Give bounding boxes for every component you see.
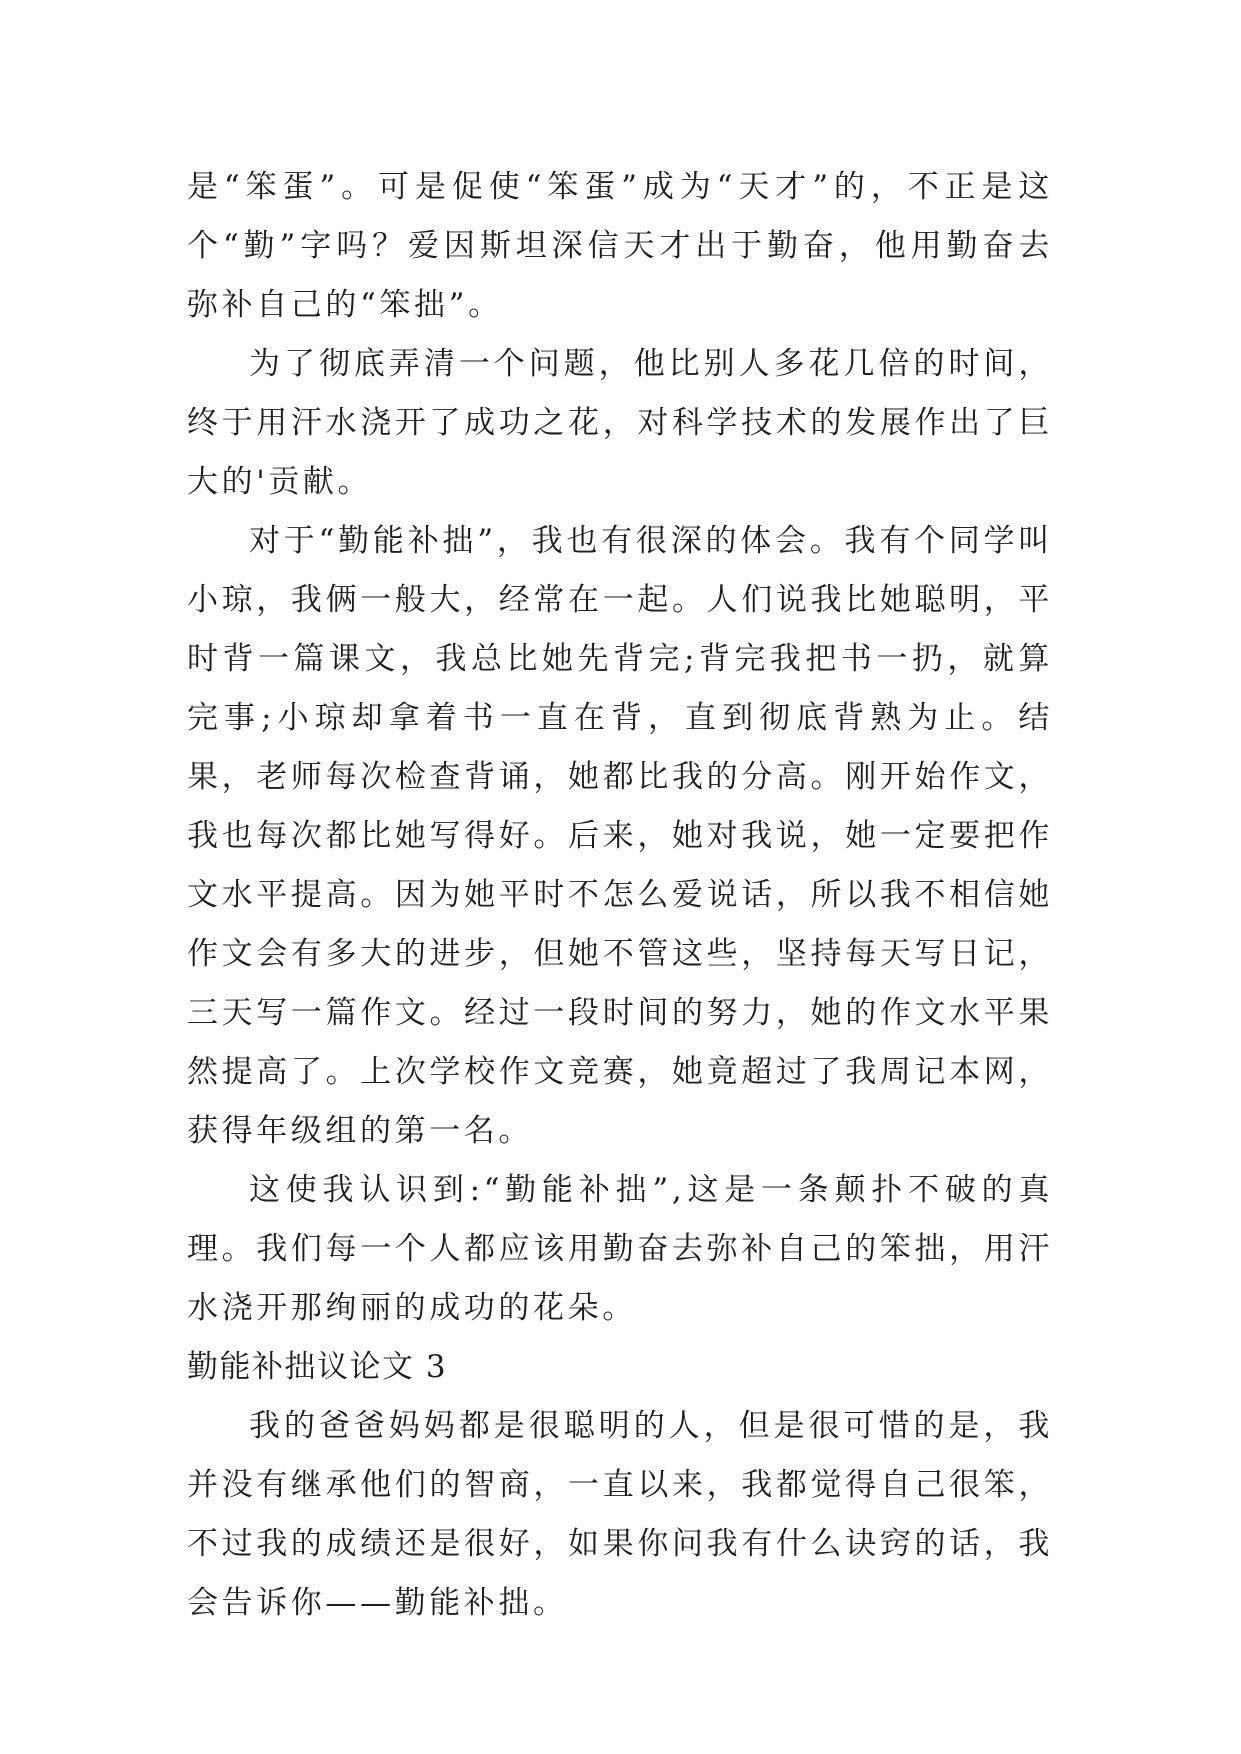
paragraph-conclusion: 这使我认识到:“勤能补拙”,这是一条颠扑不破的真理。我们每一个人都应该用勤奋去弥补自己的笨拙，用汗水浇开那绚丽的成功的花朵。	[187, 1172, 1053, 1326]
paragraph-einstein-continued: 是“笨蛋”。可是促使“笨蛋”成为“天才”的，不正是这个“勤”字吗？爱因斯坦深信天才出于勤奋，他用勤奋去弥补自己的“笨拙”。	[187, 169, 1053, 323]
document-page	[187, 158, 1053, 1633]
paragraph-classmate-story: 对于“勤能补拙”，我也有很深的体会。我有个同学叫小琼，我俩一般大，经常在一起。人们说我比她聪明，平时背一篇课文，我总比她先背完;背完我把书一扔，就算完事;小琼却拿着书一直在背，直到彻底背熟为止。结果，老师每次检查背诵，她都比我的分高。刚开始作文，我也每次都比她写得好。后来，她对我说，她一定要把作文水平提高。因为她平时不怎么爱说话，所以我不相信她作文会有多大的进步，但她不管这些，坚持每天写日记，三天写一篇作文。经过一段时间的努力，她的作文水平果然提高了。上次学校作文竞赛，她竟超过了我周记本网，获得年级组的第一名。	[187, 523, 1053, 1149]
paragraph-section-3-intro: 我的爸爸妈妈都是很聪明的人，但是很可惜的是，我并没有继承他们的智商，一直以来，我都觉得自己很笨，不过我的成绩还是很好，如果你问我有什么诀窍的话，我会告诉你——勤能补拙。	[187, 1408, 1053, 1621]
section-heading: 勤能补拙议论文 3	[187, 1349, 448, 1385]
paragraph-einstein-effort: 为了彻底弄清一个问题，他比别人多花几倍的时间，终于用汗水浇开了成功之花，对科学技术的发展作出了巨大的'贡献。	[187, 346, 1053, 500]
